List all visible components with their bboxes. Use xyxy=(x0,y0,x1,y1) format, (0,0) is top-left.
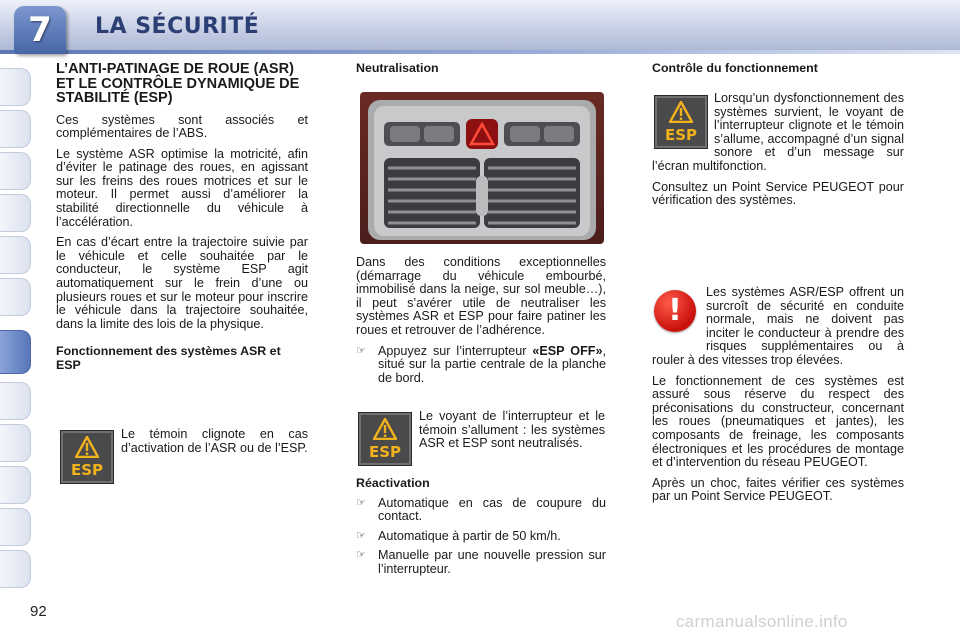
watermark: carmanualsonline.info xyxy=(676,612,848,631)
list-item xyxy=(356,530,606,544)
chapter-side-tabs xyxy=(0,60,34,580)
paragraph: Après un choc, faites vérifier ces systèmes par un Point Service PEUGEOT. xyxy=(652,475,904,504)
exclamation-icon: ! xyxy=(654,290,696,332)
esp-off-label: «ESP OFF» xyxy=(532,343,603,358)
chapter-title: LA SÉCURITÉ xyxy=(95,14,260,39)
warning-triangle-icon xyxy=(373,418,397,440)
esp-label: ESP xyxy=(664,126,698,144)
bullet-text: Appuyez sur l’interrupteur xyxy=(378,343,533,358)
side-tab[interactable] xyxy=(0,152,31,190)
list-item xyxy=(356,497,606,524)
chapter-tab xyxy=(14,6,66,54)
esp-label: ESP xyxy=(368,443,402,461)
bullet-text: Automatique à partir de 50 km/h. xyxy=(378,528,561,543)
pointing-hand-icon: ☞ xyxy=(356,529,366,542)
paragraph: Consultez un Point Service PEUGEOT pour vérification des systèmes. xyxy=(652,179,904,208)
reactivation-section xyxy=(356,477,606,583)
subheading: Contrôle du fonctionnement xyxy=(652,61,818,75)
esp-warning-lamp-icon xyxy=(60,430,114,484)
side-tab[interactable] xyxy=(0,278,31,316)
list-item xyxy=(356,345,606,386)
warning-triangle-icon xyxy=(75,436,99,458)
bullet-text: , situé sur la partie centrale de la planche de bord. xyxy=(378,343,606,385)
esp-warning-lamp-icon xyxy=(358,412,412,466)
middle-column xyxy=(356,62,606,82)
paragraph: Le système ASR optimise la motricité, afin d’éviter le patinage des roues, en agissant sur les freins des roues motrices et sur le moteur. Il permet aussi d’améliorer la stabilité directionnelle du véhicule à l’accélération. xyxy=(56,146,308,229)
pointing-hand-icon: ☞ xyxy=(356,496,366,509)
right-column xyxy=(652,62,904,82)
malfunction-paragraph xyxy=(652,92,904,208)
chapter-number: 7 xyxy=(28,10,52,50)
side-tab[interactable] xyxy=(0,424,31,462)
esp-label: ESP xyxy=(70,461,104,479)
side-tab-active[interactable] xyxy=(0,330,31,374)
left-column xyxy=(56,62,308,379)
bullet-text: Manuelle par une nouvelle pression sur l’interrupteur. xyxy=(378,548,606,576)
side-tab[interactable] xyxy=(0,110,31,148)
side-tab[interactable] xyxy=(0,508,31,546)
blink-description: Le témoin clignote en cas d’activation de l’ASR ou de l’ESP. xyxy=(121,427,308,455)
warning-notice xyxy=(652,286,904,504)
pointing-hand-icon: ☞ xyxy=(356,549,366,562)
page-number: 92 xyxy=(30,603,47,620)
paragraph: Les systèmes ASR/ESP offrent un surcroît de sécurité en conduite normale, mais ne doivent pas inciter le conducteur à prendre des risques supplémentaires ou à rouler à des vitesses trop élevées. xyxy=(652,285,904,367)
voyant-description: Le voyant de l’interrupteur et le témoin s’allument : les systèmes ASR et ESP sont neutralisés. xyxy=(419,409,605,451)
bullet-text: Automatique en cas de coupure du contact. xyxy=(378,495,606,524)
paragraph: Ces systèmes sont associés et complémentaires de l’ABS. xyxy=(56,112,308,141)
side-tab[interactable] xyxy=(0,466,31,504)
paragraph: Le fonctionnement de ces systèmes est assuré sous réserve du respect des préconisations du constructeur, concernant les roues (pneumatiques et jantes), les composants de freinage, les composants électroniques et les procédures de montage et d’intervention du réseau PEUGEOT. xyxy=(652,373,904,470)
subheading: Réactivation xyxy=(356,476,430,490)
paragraph: Dans des conditions exceptionnelles (démarrage du véhicule embourbé, immobilisé dans la neige, sur sol meuble…), il peut s’avérer utile de neutraliser les systèmes ASR et ESP pour faire patiner les roues et retrouver de l’adhérence. xyxy=(356,255,606,337)
esp-off-switch-photo xyxy=(360,92,604,244)
pointing-hand-icon: ☞ xyxy=(356,344,366,357)
subheading: Neutralisation xyxy=(356,61,439,75)
section-title: L’ANTI-PATINAGE DE ROUE (ASR) ET LE CONTRÔLE DYNAMIQUE DE STABILITÉ (ESP) xyxy=(56,61,300,106)
paragraph: En cas d’écart entre la trajectoire suivie par le véhicule et celle souhaitée par le conducteur, le système ESP agit automatiquement sur le frein d’une ou plusieurs roues et sur le moteur pour inscrire le véhicule dans la trajectoire souhaitée, dans la limite des lois de la physique. xyxy=(56,235,308,331)
side-tab[interactable] xyxy=(0,382,31,420)
side-tab[interactable] xyxy=(0,550,31,588)
side-tab[interactable] xyxy=(0,236,31,274)
paragraph: Lorsqu’un dysfonctionnement des systèmes survient, le voyant de l’interrupteur clignote et le témoin s’allume, accompagné d’un signal sonore et d’un message sur l’écran multifonction. xyxy=(652,91,904,173)
side-tab[interactable] xyxy=(0,68,31,106)
subheading: Fonctionnement des systèmes ASR et ESP xyxy=(56,344,281,372)
neutralisation-body xyxy=(356,256,606,391)
list-item xyxy=(356,549,606,576)
side-tab[interactable] xyxy=(0,194,31,232)
dashboard-center-panel-image xyxy=(360,92,604,244)
header-divider xyxy=(0,50,960,54)
